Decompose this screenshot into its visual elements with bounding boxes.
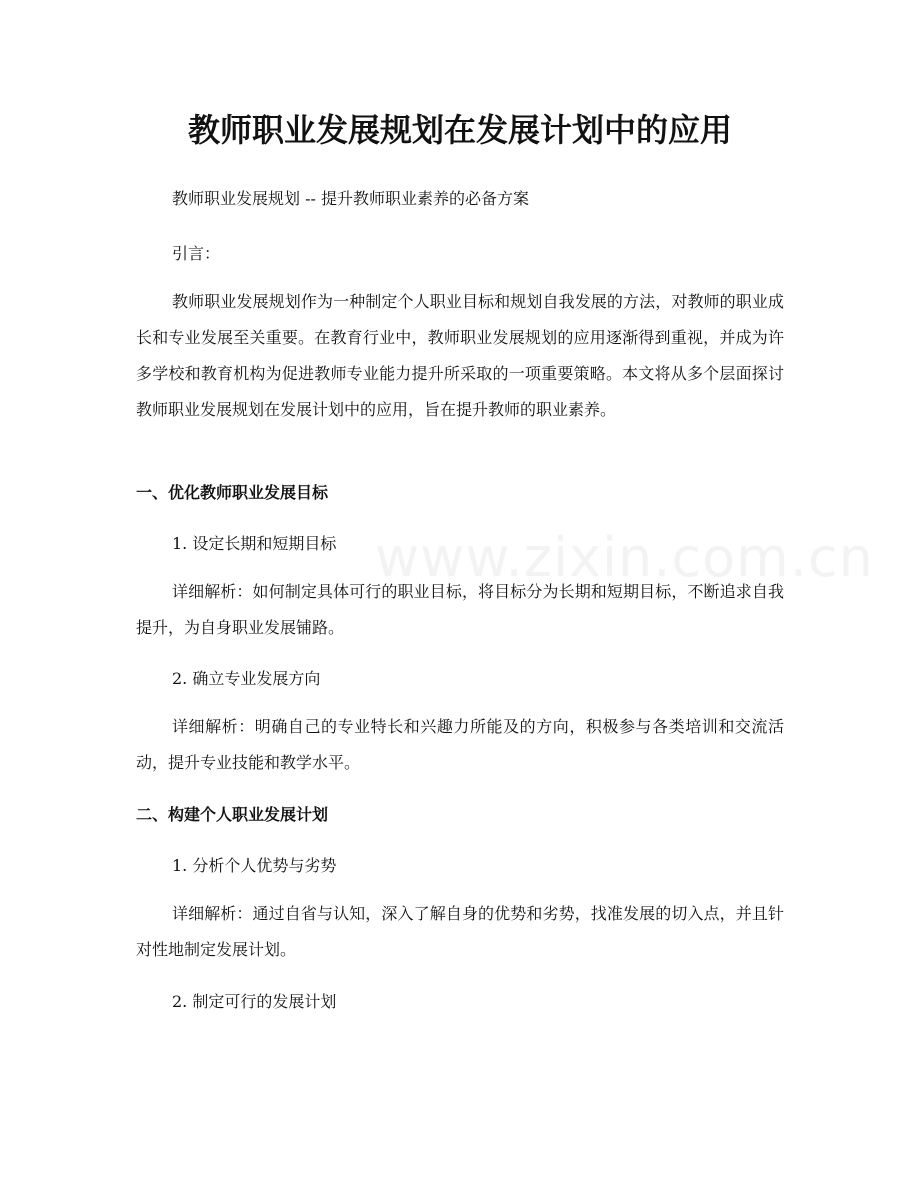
document-title: 教师职业发展规划在发展计划中的应用 <box>187 111 732 149</box>
item-detail: 详细解析：明确自己的专业特长和兴趣力所能及的方向，积极参与各类培训和交流活动，提升专业技能和教学水平。 <box>136 717 784 772</box>
item-title: 2. 确立专业发展方向 <box>172 669 321 688</box>
intro-paragraph: 教师职业发展规划作为一种制定个人职业目标和规划自我发展的方法，对教师的职业成长和专业发展至关重要。在教育行业中，教师职业发展规划的应用逐渐得到重视，并成为许多学校和教育机构为促进教师专业能力提升所采取的一项重要策略。本文将从多个层面探讨教师职业发展规划在发展计划中的应用，旨在提升教师的职业素养。 <box>136 292 784 419</box>
item-title: 2. 制定可行的发展计划 <box>172 992 337 1011</box>
item-detail: 详细解析：如何制定具体可行的职业目标，将目标分为长期和短期目标，不断追求自我提升，为自身职业发展铺路。 <box>136 582 784 637</box>
watermark: www.zixin.com.cn <box>375 526 874 589</box>
section-heading: 一、优化教师职业发展目标 <box>136 483 329 502</box>
item-title: 1. 设定长期和短期目标 <box>172 534 337 553</box>
intro-label: 引言： <box>172 244 221 263</box>
item-title: 1. 分析个人优势与劣势 <box>172 856 337 875</box>
section-heading: 二、构建个人职业发展计划 <box>136 805 329 824</box>
document-subtitle: 教师职业发展规划 -- 提升教师职业素养的必备方案 <box>172 189 529 208</box>
item-detail: 详细解析：通过自省与认知，深入了解自身的优势和劣势，找准发展的切入点，并且针对性地制定发展计划。 <box>136 904 784 959</box>
